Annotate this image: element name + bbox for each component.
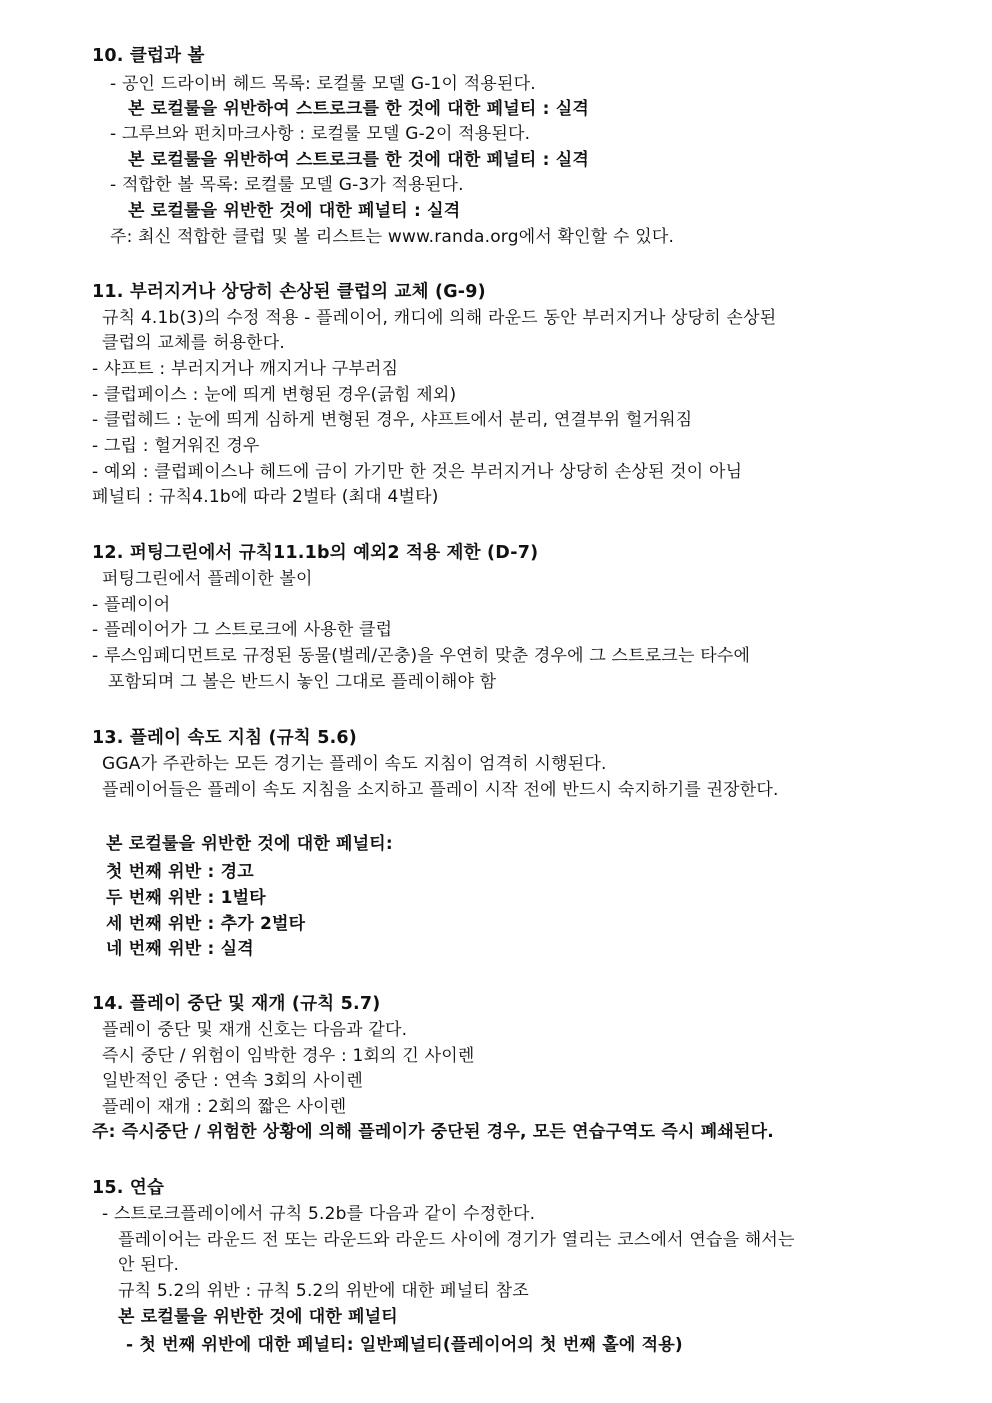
s13-penalty-3: 세 번째 위반 : 추가 2벌타: [106, 914, 306, 934]
s10-penalty-2: 본 로컬룰을 위반하여 스트로크를 한 것에 대한 페널티 : 실격: [128, 150, 589, 170]
section-10-title: 10. 클럽과 볼: [92, 46, 205, 66]
s14-note: 주: 즉시중단 / 위험한 상황에 의해 플레이가 중단된 경우, 모든 연습구역도 즉시 폐쇄된다.: [92, 1122, 774, 1142]
s15-line-1: - 스트로크플레이에서 규칙 5.2b를 다음과 같이 수정한다.: [102, 1204, 536, 1224]
s10-penalty-3: 본 로컬룰을 위반한 것에 대한 페널티 : 실격: [128, 201, 461, 221]
s14-line-1: 플레이 중단 및 재개 신호는 다음과 같다.: [102, 1020, 408, 1040]
s15-line-3: 안 된다.: [118, 1255, 180, 1275]
s10-line-3: - 적합한 볼 목록: 로컬룰 모델 G-3가 적용된다.: [110, 175, 464, 195]
s11-line-7: - 예외 : 클럽페이스나 헤드에 금이 가기만 한 것은 부러지거나 상당히 손상된 것이 아님: [92, 462, 743, 482]
s11-line-2: 클럽의 교체를 허용한다.: [102, 333, 286, 353]
s11-penalty: 페널티 : 규칙4.1b에 따라 2벌타 (최대 4벌타): [92, 487, 439, 507]
s11-line-4: - 클럽페이스 : 눈에 띄게 변형된 경우(긁힘 제외): [92, 385, 457, 405]
s14-line-2: 즉시 중단 / 위험이 임박한 경우 : 1회의 긴 사이렌: [102, 1046, 475, 1066]
section-11-title: 11. 부러지거나 상당히 손상된 클럽의 교체 (G-9): [92, 282, 486, 302]
s13-penalty-2: 두 번째 위반 : 1벌타: [106, 888, 266, 908]
s10-note: 주: 최신 적합한 클럽 및 볼 리스트는 www.randa.org에서 확인할 수 있다.: [110, 227, 675, 247]
s10-line-2: - 그루브와 펀치마크사항 : 로컬룰 모델 G-2이 적용된다.: [110, 124, 531, 144]
s15-line-2: 플레이어는 라운드 전 또는 라운드와 라운드 사이에 경기가 열리는 코스에서 연습을 해서는: [118, 1230, 795, 1250]
section-13-title: 13. 플레이 속도 지침 (규칙 5.6): [92, 728, 358, 748]
s12-line-4: - 루스임페디먼트로 규정된 동물(벌레/곤충)을 우연히 맞춘 경우에 그 스트로크는 타수에: [92, 646, 751, 666]
s12-line-1: 퍼팅그린에서 플레이한 볼이: [102, 569, 313, 589]
s14-line-3: 일반적인 중단 : 연속 3회의 사이렌: [102, 1071, 364, 1091]
s15-penalty-1: - 첫 번째 위반에 대한 페널티: 일반페널티(플레이어의 첫 번째 홀에 적용): [126, 1335, 683, 1355]
s15-line-4: 규칙 5.2의 위반 : 규칙 5.2의 위반에 대한 페널티 참조: [118, 1281, 529, 1301]
section-12-title: 12. 퍼팅그린에서 규칙11.1b의 예외2 적용 제한 (D-7): [92, 543, 539, 563]
section-14-title: 14. 플레이 중단 및 재개 (규칙 5.7): [92, 994, 381, 1014]
s11-line-3: - 샤프트 : 부러지거나 깨지거나 구부러짐: [92, 359, 399, 379]
s12-line-2: - 플레이어: [92, 595, 171, 615]
s14-line-4: 플레이 재개 : 2회의 짧은 사이렌: [102, 1097, 347, 1117]
section-15-title: 15. 연습: [92, 1178, 165, 1198]
s12-line-5: 포함되며 그 볼은 반드시 놓인 그대로 플레이해야 함: [108, 672, 497, 692]
s10-penalty-1: 본 로컬룰을 위반하여 스트로크를 한 것에 대한 페널티 : 실격: [128, 99, 589, 119]
s13-penalty-4: 네 번째 위반 : 실격: [106, 939, 254, 959]
s13-penalty-1: 첫 번째 위반 : 경고: [106, 862, 254, 882]
s15-penalty-heading: 본 로컬룰을 위반한 것에 대한 페널티: [118, 1307, 398, 1327]
s13-penalty-heading: 본 로컬룰을 위반한 것에 대한 페널티:: [106, 834, 393, 854]
s11-line-1: 규칙 4.1b(3)의 수정 적용 - 플레이어, 캐디에 의해 라운드 동안 부러지거나 상당히 손상된: [102, 308, 777, 328]
s13-line-1: GGA가 주관하는 모든 경기는 플레이 속도 지침이 엄격히 시행된다.: [102, 754, 607, 774]
s11-line-6: - 그립 : 헐거워진 경우: [92, 436, 260, 456]
s12-line-3: - 플레이어가 그 스트로크에 사용한 클럽: [92, 620, 393, 640]
s13-line-2: 플레이어들은 플레이 속도 지침을 소지하고 플레이 시작 전에 반드시 숙지하기를 권장한다.: [102, 780, 779, 800]
s10-line-1: - 공인 드라이버 헤드 목록: 로컬룰 모델 G-1이 적용된다.: [110, 74, 536, 94]
s11-line-5: - 클럽헤드 : 눈에 띄게 심하게 변형된 경우, 샤프트에서 분리, 연결부위 헐거워짐: [92, 410, 693, 430]
